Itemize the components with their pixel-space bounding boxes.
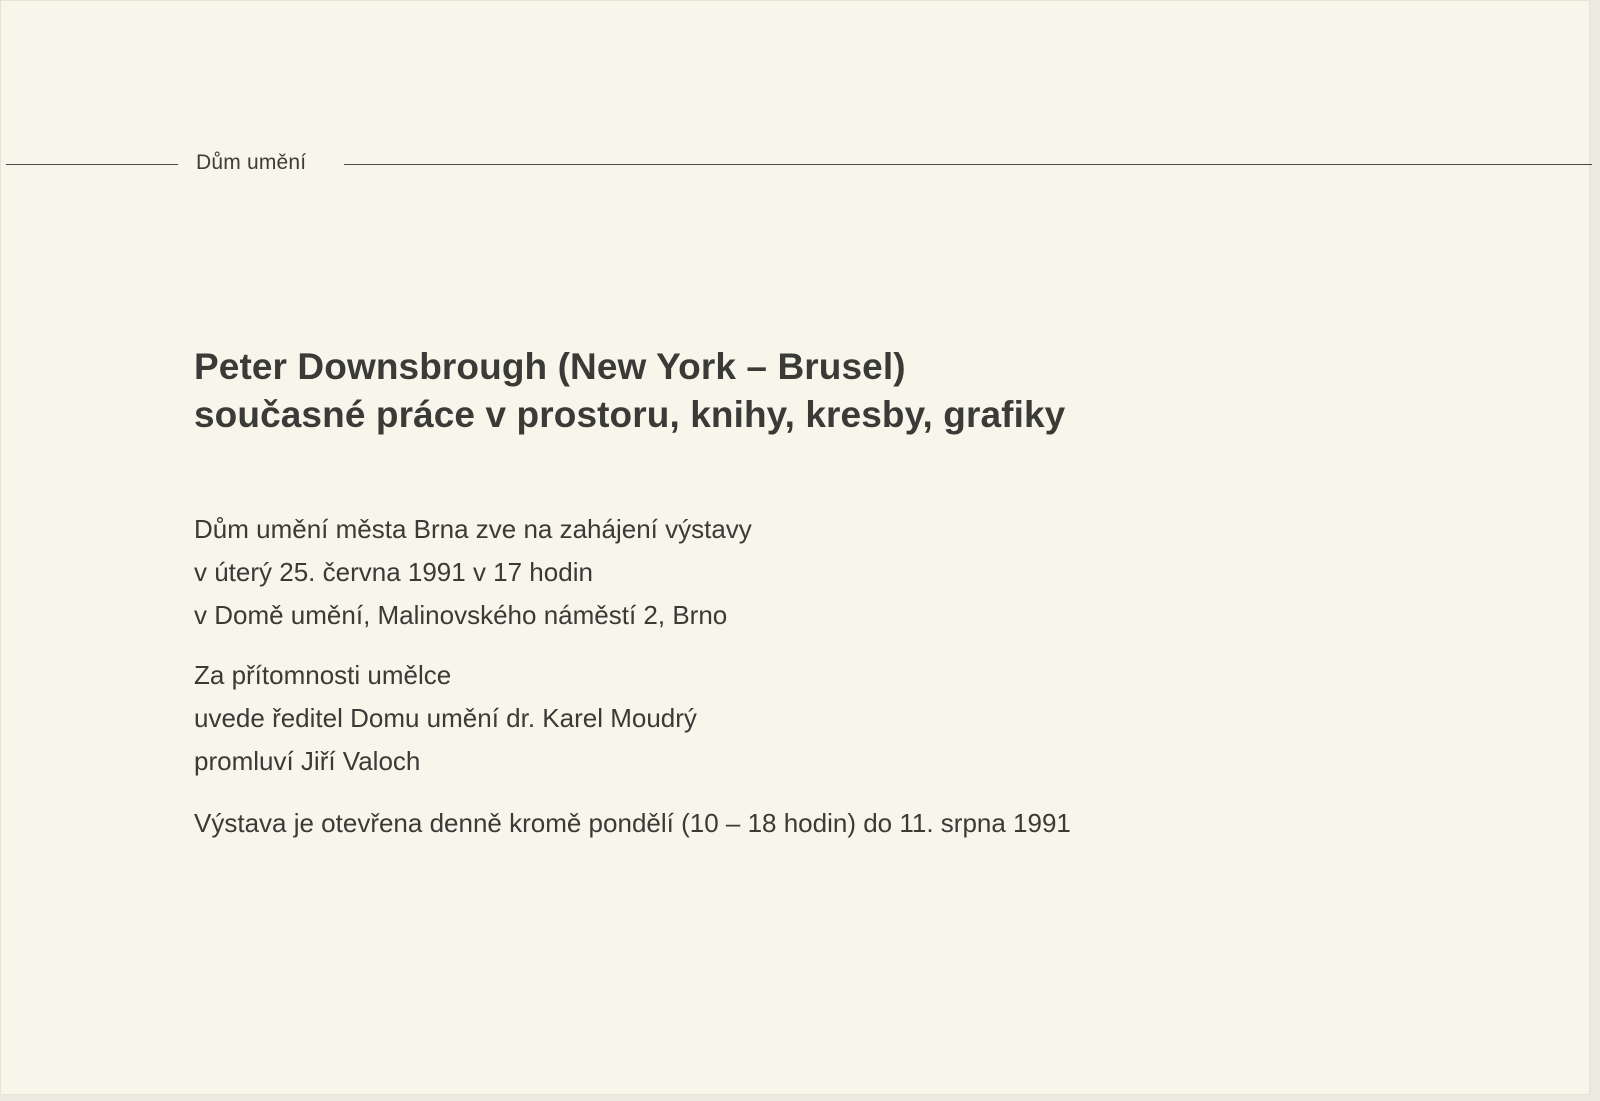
title-line-2: současné práce v prostoru, knihy, kresby, grafiky — [194, 394, 1066, 435]
opening-hours-line: Výstava je otevřena denně kromě pondělí (10 – 18 hodin) do 11. srpna 1991 — [194, 808, 1071, 838]
invitation-line-1: Dům umění města Brna zve na zahájení výstavy — [194, 514, 752, 544]
invitation-line-3: v Domě umění, Malinovského náměstí 2, Brno — [194, 600, 728, 630]
guests-line-3: promluví Jiří Valoch — [194, 746, 421, 776]
header-label: Dům umění — [196, 151, 307, 174]
invitation-paragraph — [194, 508, 752, 637]
opening-hours-paragraph — [194, 802, 1071, 845]
title-line-1: Peter Downsbrough (New York – Brusel) — [194, 346, 906, 387]
header-rule-left — [6, 164, 178, 165]
invitation-line-2: v úterý 25. června 1991 v 17 hodin — [194, 557, 593, 587]
guests-line-1: Za přítomnosti umělce — [194, 660, 452, 690]
header-rule-right — [344, 164, 1592, 165]
guests-line-2: uvede ředitel Domu umění dr. Karel Moudrý — [194, 703, 697, 733]
exhibition-title — [194, 343, 1065, 439]
guests-paragraph — [194, 654, 697, 783]
